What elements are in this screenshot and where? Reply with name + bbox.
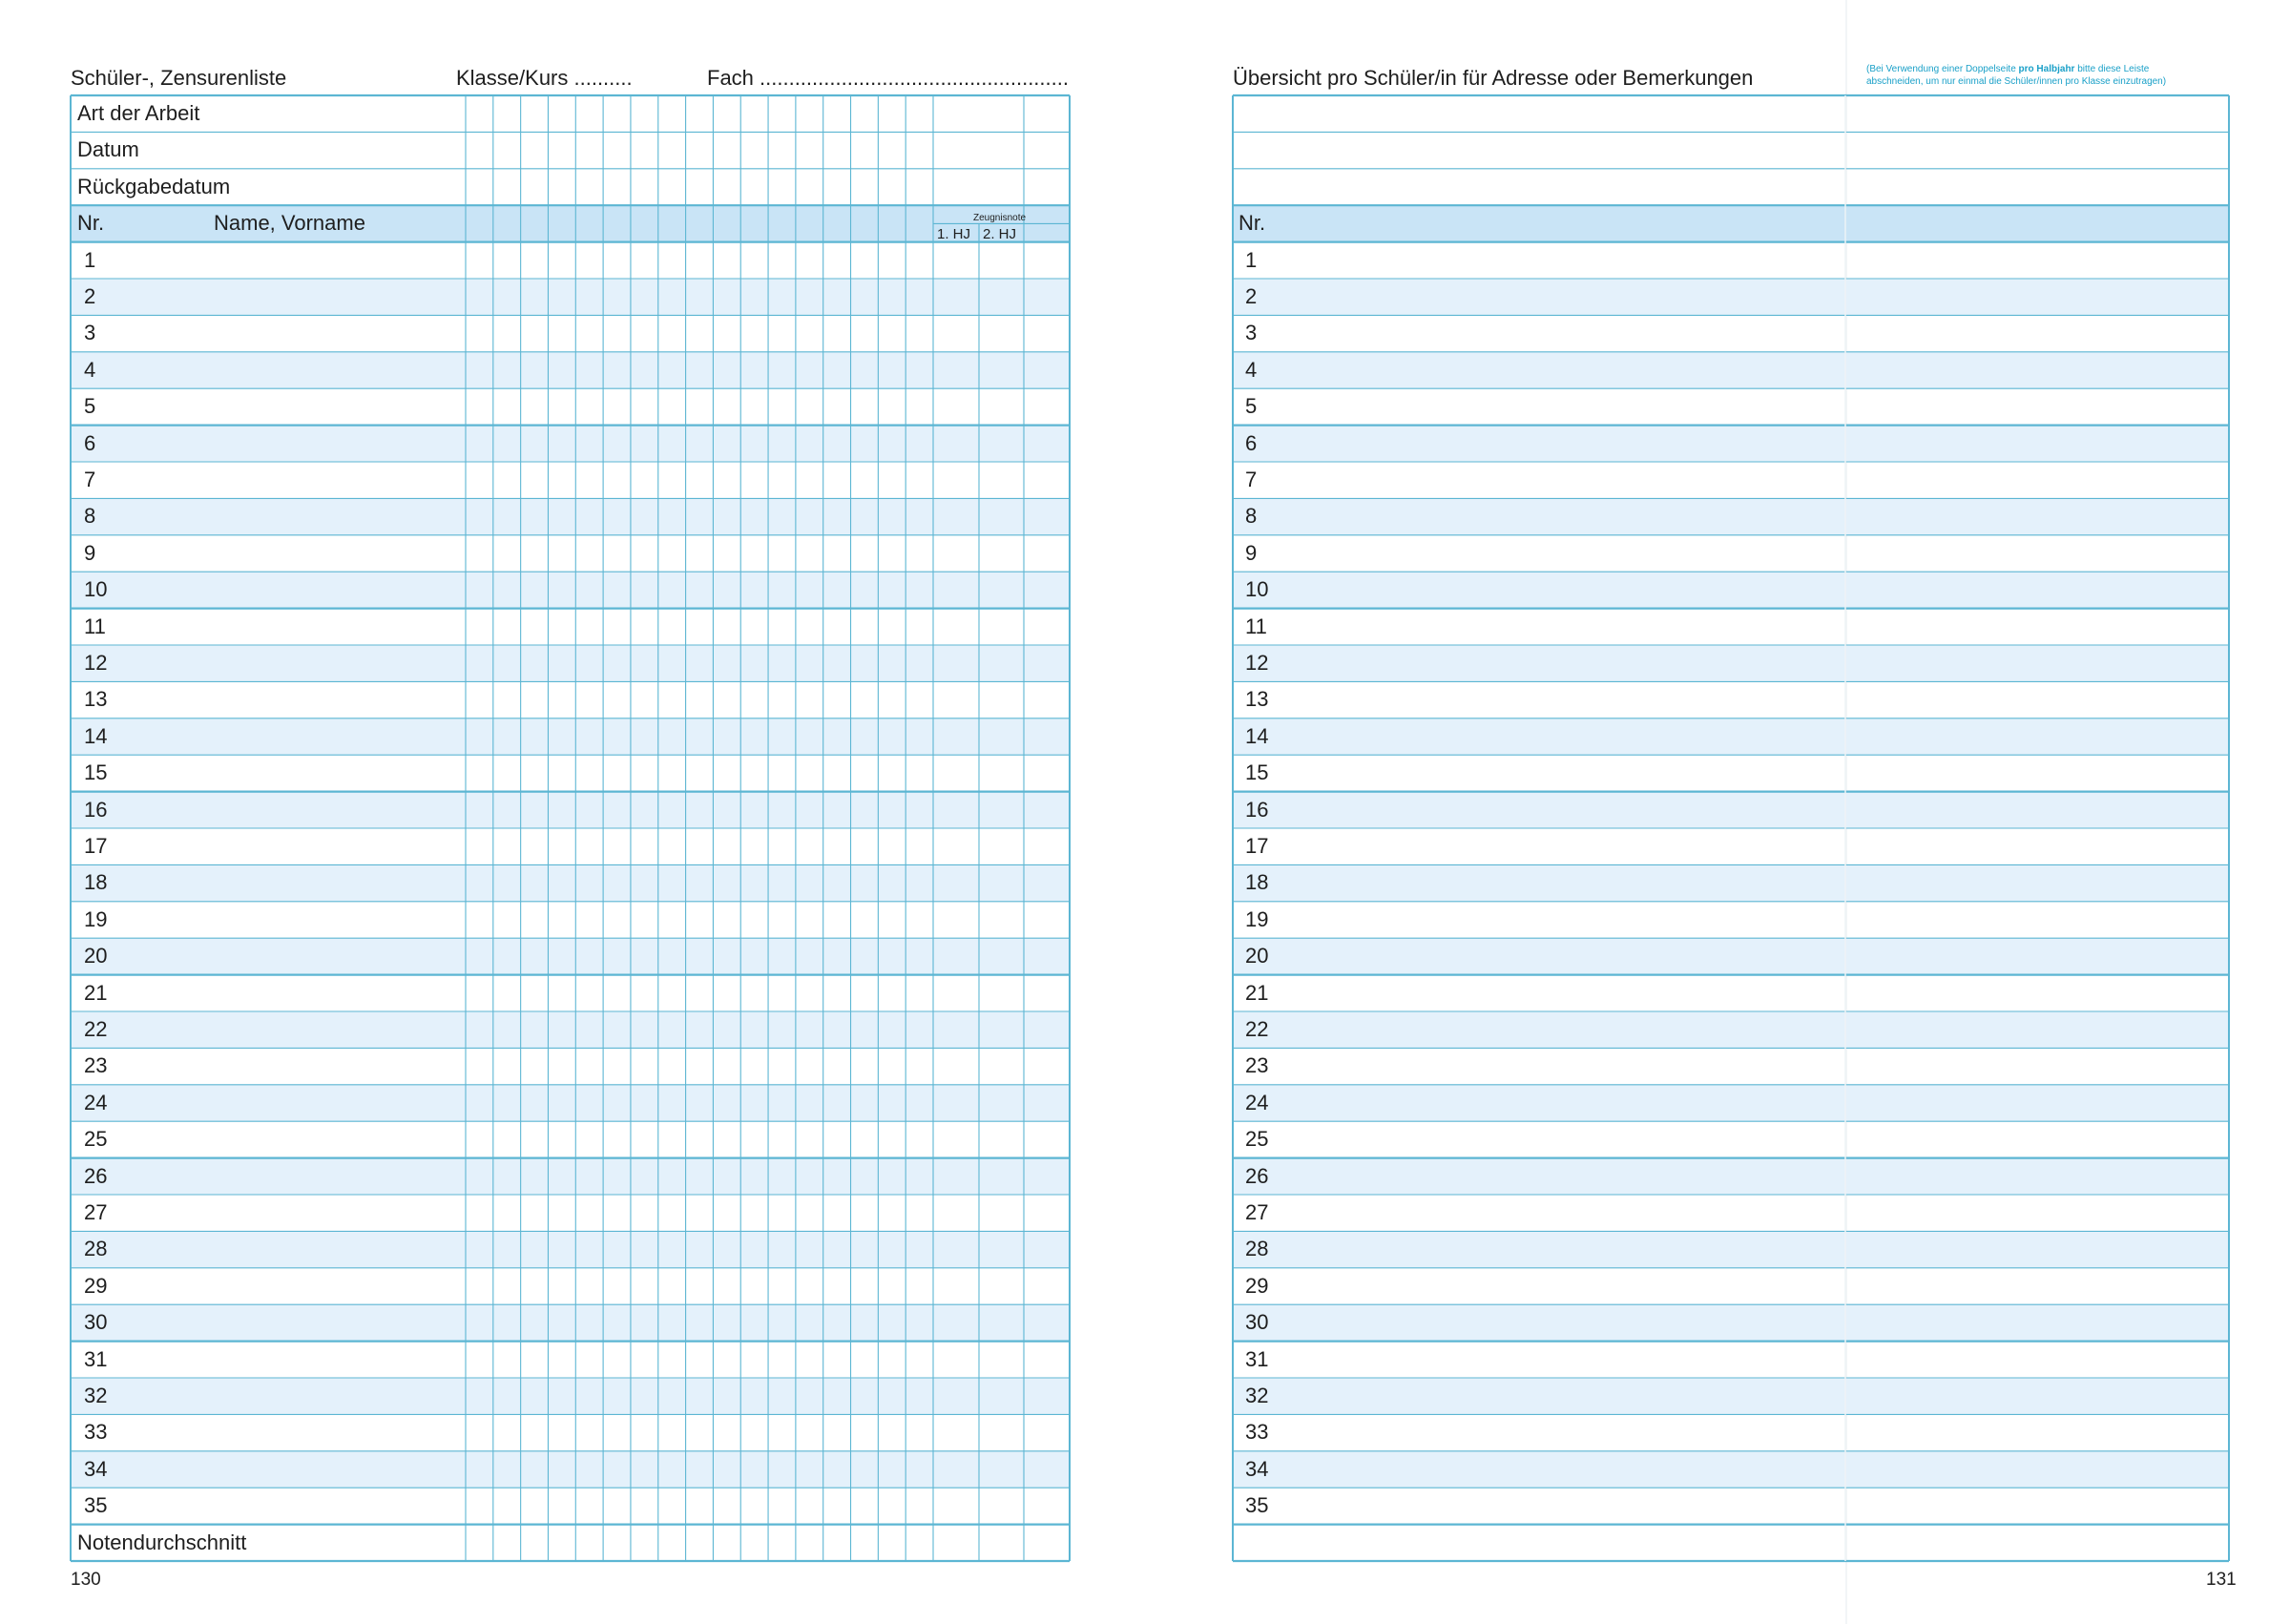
student-row-number: 34	[1245, 1456, 1269, 1481]
student-row-number: 35	[1245, 1493, 1269, 1518]
student-row-number: 29	[84, 1273, 108, 1298]
row-shade	[1233, 352, 2229, 388]
row-shade	[1233, 645, 2229, 681]
student-row-number: 25	[1245, 1127, 1269, 1152]
student-row-number: 19	[84, 906, 108, 931]
student-row-number: 1	[84, 247, 96, 272]
student-row-number: 10	[1245, 577, 1269, 602]
row-shade	[1233, 792, 2229, 828]
student-row-number: 15	[1245, 760, 1269, 785]
student-row-number: 22	[1245, 1017, 1269, 1041]
left-page-title: Schüler-, Zensurenliste	[71, 66, 287, 90]
student-row-number: 13	[84, 687, 108, 712]
half-year-2-header: 2. HJ	[983, 226, 1017, 243]
meta-row-label: Datum	[77, 137, 139, 162]
student-row-number: 34	[84, 1456, 108, 1481]
row-shade	[1233, 205, 2229, 241]
student-row-number: 19	[1245, 906, 1269, 931]
student-row-number: 18	[84, 870, 108, 895]
student-row-number: 30	[84, 1310, 108, 1335]
student-row-number: 21	[1245, 980, 1269, 1005]
student-row-number: 24	[84, 1090, 108, 1114]
student-row-number: 26	[84, 1163, 108, 1188]
row-shade	[1233, 1378, 2229, 1414]
student-row-number: 15	[84, 760, 108, 785]
row-shade	[1233, 498, 2229, 534]
student-row-number: 24	[1245, 1090, 1269, 1114]
row-shade	[1233, 279, 2229, 315]
student-row-number: 8	[1245, 504, 1258, 529]
row-shade	[1233, 572, 2229, 608]
student-row-number: 11	[1245, 614, 1267, 638]
student-row-number: 21	[84, 980, 108, 1005]
student-row-number: 9	[84, 540, 96, 565]
student-row-number: 20	[1245, 944, 1269, 968]
student-row-number: 16	[1245, 797, 1269, 822]
student-row-number: 33	[1245, 1420, 1269, 1445]
student-row-number: 31	[1245, 1346, 1269, 1371]
student-row-number: 14	[84, 723, 108, 748]
student-row-number: 3	[1245, 321, 1258, 345]
student-row-number: 14	[1245, 723, 1269, 748]
cut-instruction-note: (Bei Verwendung einer Doppelseite pro Halbjahr bitte diese Leiste abschneiden, um nur einmal die Schüler/innen pro Klasse einzutragen)	[1866, 64, 2167, 87]
student-row-number: 28	[1245, 1237, 1269, 1261]
footer-row-label: Notendurchschnitt	[77, 1530, 247, 1554]
row-shade	[1233, 426, 2229, 462]
student-row-number: 6	[1245, 430, 1258, 455]
student-row-number: 2	[1245, 284, 1258, 308]
student-row-number: 17	[1245, 834, 1269, 858]
fach-field[interactable]: Fach .....................................................	[707, 66, 1069, 90]
row-shade	[1233, 864, 2229, 901]
student-row-number: 27	[84, 1200, 108, 1224]
row-shade	[1233, 1451, 2229, 1488]
student-row-number: 29	[1245, 1273, 1269, 1298]
student-row-number: 28	[84, 1237, 108, 1261]
page-number-left: 130	[71, 1570, 101, 1590]
student-row-number: 5	[84, 394, 96, 419]
student-row-number: 4	[1245, 357, 1258, 382]
half-year-1-header: 1. HJ	[937, 226, 971, 243]
student-row-number: 25	[84, 1127, 108, 1152]
meta-row-label: Rückgabedatum	[77, 174, 231, 198]
student-row-number: 30	[1245, 1310, 1269, 1335]
column-header-nr: Nr.	[77, 211, 105, 236]
student-row-number: 20	[84, 944, 108, 968]
student-row-number: 5	[1245, 394, 1258, 419]
column-header-name: Name, Vorname	[214, 211, 365, 236]
row-shade	[1233, 718, 2229, 755]
student-row-number: 12	[84, 651, 108, 675]
student-row-number: 8	[84, 504, 96, 529]
student-row-number: 4	[84, 357, 96, 382]
column-header-nr: Nr.	[1239, 211, 1266, 236]
student-row-number: 22	[84, 1017, 108, 1041]
row-shade	[1233, 1085, 2229, 1121]
student-row-number: 23	[84, 1053, 108, 1078]
student-row-number: 7	[84, 468, 96, 491]
zeugnisnote-header: Zeugnisnote	[973, 213, 1027, 224]
student-row-number: 6	[84, 430, 96, 455]
student-row-number: 31	[84, 1346, 108, 1371]
right-page-title: Übersicht pro Schüler/in für Adresse oder Bemerkungen	[1233, 66, 1754, 90]
student-row-number: 33	[84, 1420, 108, 1445]
student-row-number: 1	[1245, 247, 1258, 272]
student-row-number: 27	[1245, 1200, 1269, 1224]
student-row-number: 3	[84, 321, 96, 345]
student-row-number: 18	[1245, 870, 1269, 895]
row-shade	[1233, 1011, 2229, 1048]
student-row-number: 11	[84, 614, 106, 638]
row-shade	[1233, 1231, 2229, 1267]
row-shade	[1233, 1304, 2229, 1341]
student-row-number: 32	[84, 1384, 108, 1407]
student-row-number: 10	[84, 577, 108, 602]
row-shade	[1233, 1158, 2229, 1195]
student-row-number: 12	[1245, 651, 1269, 675]
student-row-number: 35	[84, 1493, 108, 1518]
student-row-number: 32	[1245, 1384, 1269, 1407]
student-row-number: 23	[1245, 1053, 1269, 1078]
row-shade	[1233, 938, 2229, 974]
meta-row-label: Art der Arbeit	[77, 101, 200, 125]
student-row-number: 13	[1245, 687, 1269, 712]
student-row-number: 2	[84, 284, 96, 308]
student-row-number: 16	[84, 797, 108, 822]
student-row-number: 17	[84, 834, 108, 858]
student-row-number: 7	[1245, 468, 1258, 491]
page-number-right: 131	[2206, 1570, 2237, 1590]
klasse-kurs-field[interactable]: Klasse/Kurs ..........	[456, 66, 633, 90]
student-row-number: 9	[1245, 540, 1258, 565]
student-row-number: 26	[1245, 1163, 1269, 1188]
